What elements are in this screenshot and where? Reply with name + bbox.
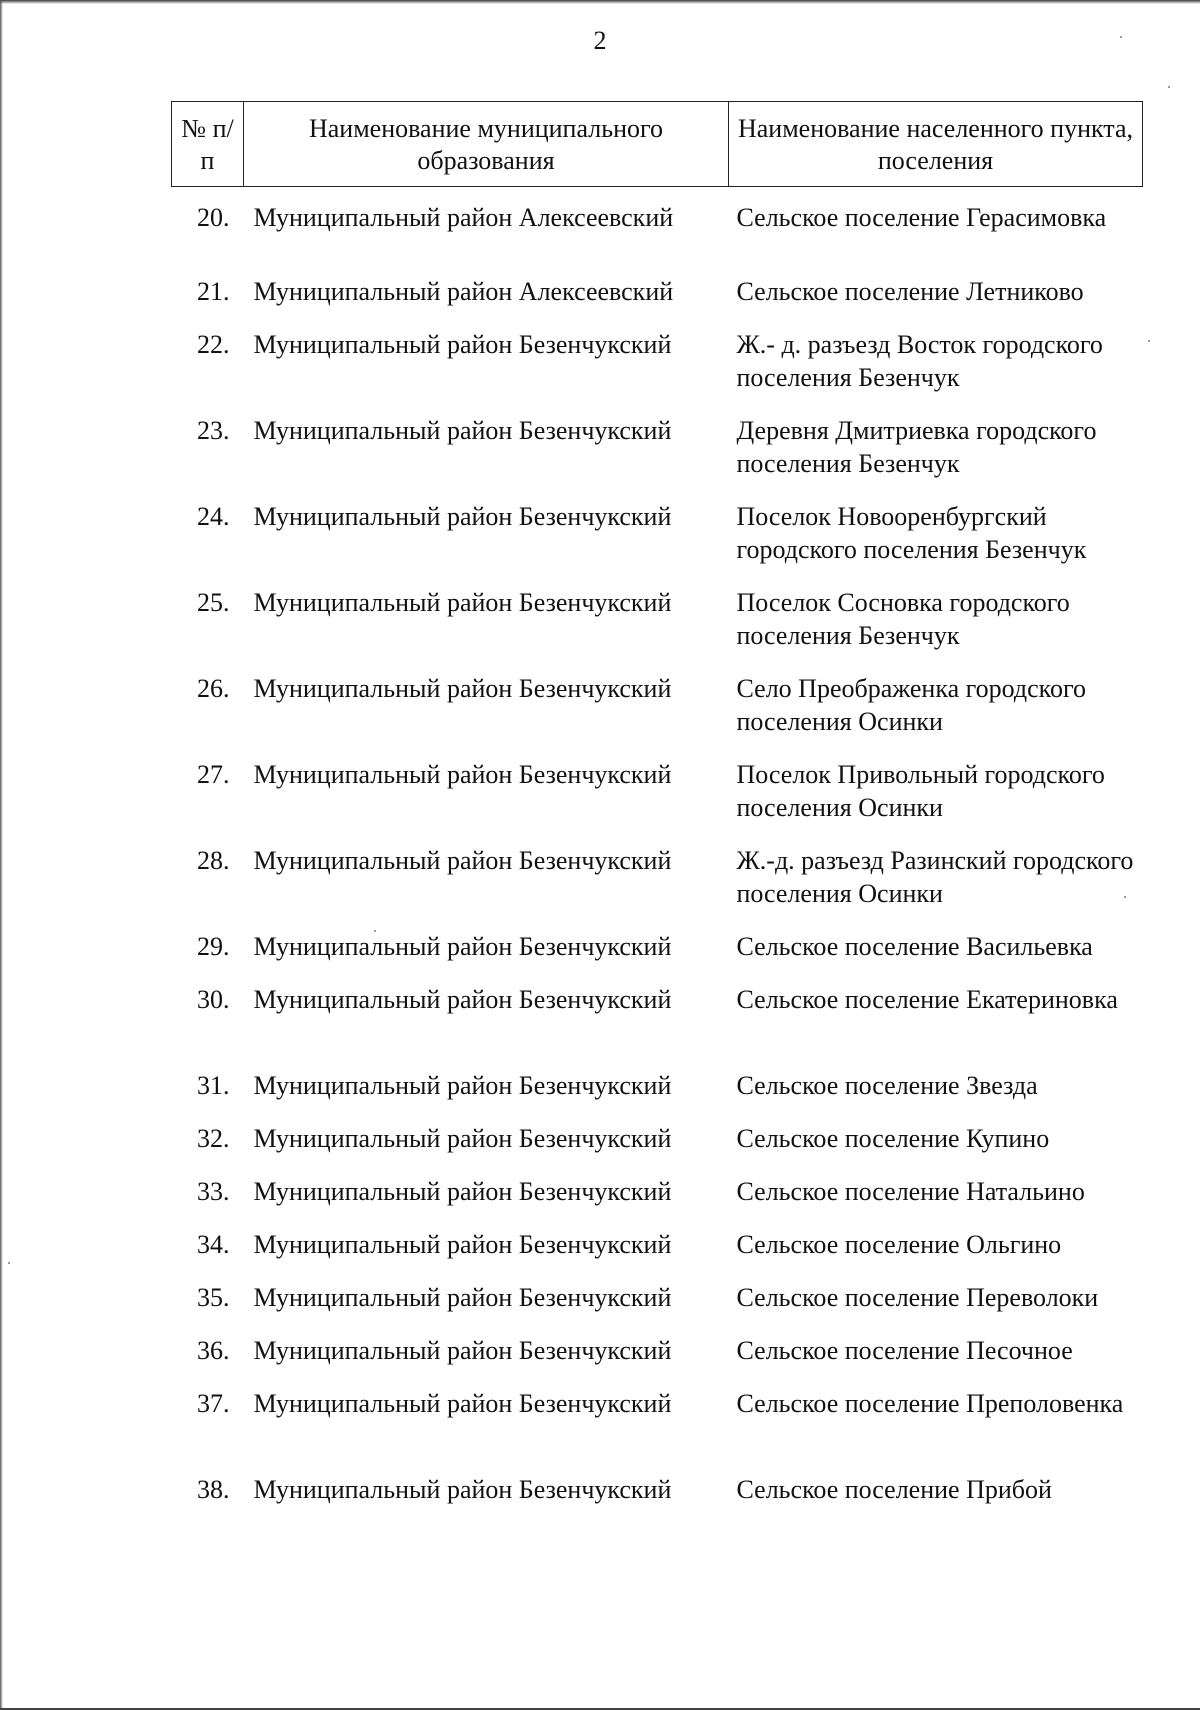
row-settlement: Сельское поселение Летниково <box>736 277 1084 306</box>
row-settlement: Поселок Новооренбургский городского поселения Безенчук <box>736 502 1087 564</box>
row-number: 32. <box>197 1124 230 1153</box>
table-row <box>172 672 1143 758</box>
row-settlement: Сельское поселение Купино <box>736 1124 1050 1153</box>
row-number: 38. <box>197 1475 230 1504</box>
scan-speck <box>1148 340 1150 342</box>
scan-edge-left <box>0 0 3 1710</box>
row-settlement: Ж.-д. разъезд Разинский городского поселения Осинки <box>736 846 1134 908</box>
table-row <box>172 1069 1143 1122</box>
row-municipality: Муниципальный район Безенчукский <box>253 416 672 445</box>
table-row <box>172 983 1143 1069</box>
row-settlement: Поселок Привольный городского поселения Осинки <box>736 760 1105 822</box>
header-number: № п/п <box>172 102 244 187</box>
table-row <box>172 414 1143 500</box>
row-municipality: Муниципальный район Алексеевский <box>253 277 674 306</box>
row-municipality: Муниципальный район Безенчукский <box>253 502 672 531</box>
row-settlement: Сельское поселение Песочное <box>736 1336 1073 1365</box>
row-number: 23. <box>197 416 230 445</box>
row-municipality: Муниципальный район Безенчукский <box>253 588 672 617</box>
row-municipality: Муниципальный район Безенчукский <box>253 1475 672 1504</box>
row-number: 20. <box>197 203 230 232</box>
row-municipality: Муниципальный район Алексеевский <box>253 203 674 232</box>
scan-edge-top <box>0 0 1200 4</box>
row-municipality: Муниципальный район Безенчукский <box>253 1124 672 1153</box>
row-number: 25. <box>197 588 230 617</box>
table-row <box>172 586 1143 672</box>
table-row <box>172 1122 1143 1175</box>
row-municipality: Муниципальный район Безенчукский <box>253 846 672 875</box>
row-number: 21. <box>197 277 230 306</box>
row-number: 35. <box>197 1283 230 1312</box>
row-settlement: Сельское поселение Прибой <box>736 1475 1052 1504</box>
row-settlement: Сельское поселение Герасимовка <box>736 203 1107 232</box>
row-number: 29. <box>197 932 230 961</box>
table-row <box>172 328 1143 414</box>
table-header <box>172 102 1143 187</box>
row-number: 33. <box>197 1177 230 1206</box>
scan-speck <box>8 1262 10 1264</box>
row-number: 24. <box>197 502 230 531</box>
row-settlement: Сельское поселение Васильевка <box>736 932 1093 961</box>
table-row <box>172 1387 1143 1473</box>
row-number: 22. <box>197 330 230 359</box>
row-settlement: Сельское поселение Звезда <box>736 1071 1038 1100</box>
row-municipality: Муниципальный район Безенчукский <box>253 985 672 1014</box>
row-municipality: Муниципальный район Безенчукский <box>253 932 672 961</box>
row-municipality: Муниципальный район Безенчукский <box>253 1230 672 1259</box>
row-number: 36. <box>197 1336 230 1365</box>
row-settlement: Деревня Дмитриевка городского поселения Безенчук <box>736 416 1097 478</box>
row-settlement: Сельское поселение Натальино <box>736 1177 1085 1206</box>
table-row <box>172 275 1143 328</box>
table-row <box>172 187 1143 276</box>
row-municipality: Муниципальный район Безенчукский <box>253 1283 672 1312</box>
settlements-table-container <box>171 101 1142 1526</box>
row-municipality: Муниципальный район Безенчукский <box>253 330 672 359</box>
row-municipality: Муниципальный район Безенчукский <box>253 1389 672 1418</box>
table-row <box>172 500 1143 586</box>
page-number: 2 <box>593 26 607 55</box>
table-header-row <box>172 102 1143 187</box>
row-settlement: Сельское поселение Преполовенка <box>736 1389 1124 1418</box>
row-number: 28. <box>197 846 230 875</box>
row-settlement: Сельское поселение Ольгино <box>736 1230 1062 1259</box>
table-row <box>172 758 1143 844</box>
row-number: 31. <box>197 1071 230 1100</box>
row-municipality: Муниципальный район Безенчукский <box>253 1071 672 1100</box>
table-row <box>172 1175 1143 1228</box>
row-settlement: Сельское поселение Екатериновка <box>736 985 1118 1014</box>
row-number: 34. <box>197 1230 230 1259</box>
table-row <box>172 1281 1143 1334</box>
row-municipality: Муниципальный район Безенчукский <box>253 1336 672 1365</box>
row-number: 27. <box>197 760 230 789</box>
row-municipality: Муниципальный район Безенчукский <box>253 760 672 789</box>
header-settlement: Наименование населенного пункта, поселения <box>729 102 1143 187</box>
table-body <box>172 187 1143 1527</box>
table-row <box>172 844 1143 930</box>
header-municipality: Наименование муниципального образования <box>244 102 729 187</box>
row-number: 30. <box>197 985 230 1014</box>
row-settlement: Село Преображенка городского поселения Осинки <box>736 674 1086 736</box>
row-settlement: Ж.- д. разъезд Восток городского поселения Безенчук <box>736 330 1103 392</box>
row-municipality: Муниципальный район Безенчукский <box>253 1177 672 1206</box>
row-number: 37. <box>197 1389 230 1418</box>
table-row <box>172 1473 1143 1526</box>
scan-speck <box>1168 86 1170 88</box>
row-settlement: Поселок Сосновка городского поселения Безенчук <box>736 588 1070 650</box>
row-settlement: Сельское поселение Переволоки <box>736 1283 1099 1312</box>
row-municipality: Муниципальный район Безенчукский <box>253 674 672 703</box>
row-number: 26. <box>197 674 230 703</box>
table-row <box>172 1228 1143 1281</box>
table-row <box>172 930 1143 983</box>
settlements-table <box>171 101 1143 1526</box>
table-row <box>172 1334 1143 1387</box>
